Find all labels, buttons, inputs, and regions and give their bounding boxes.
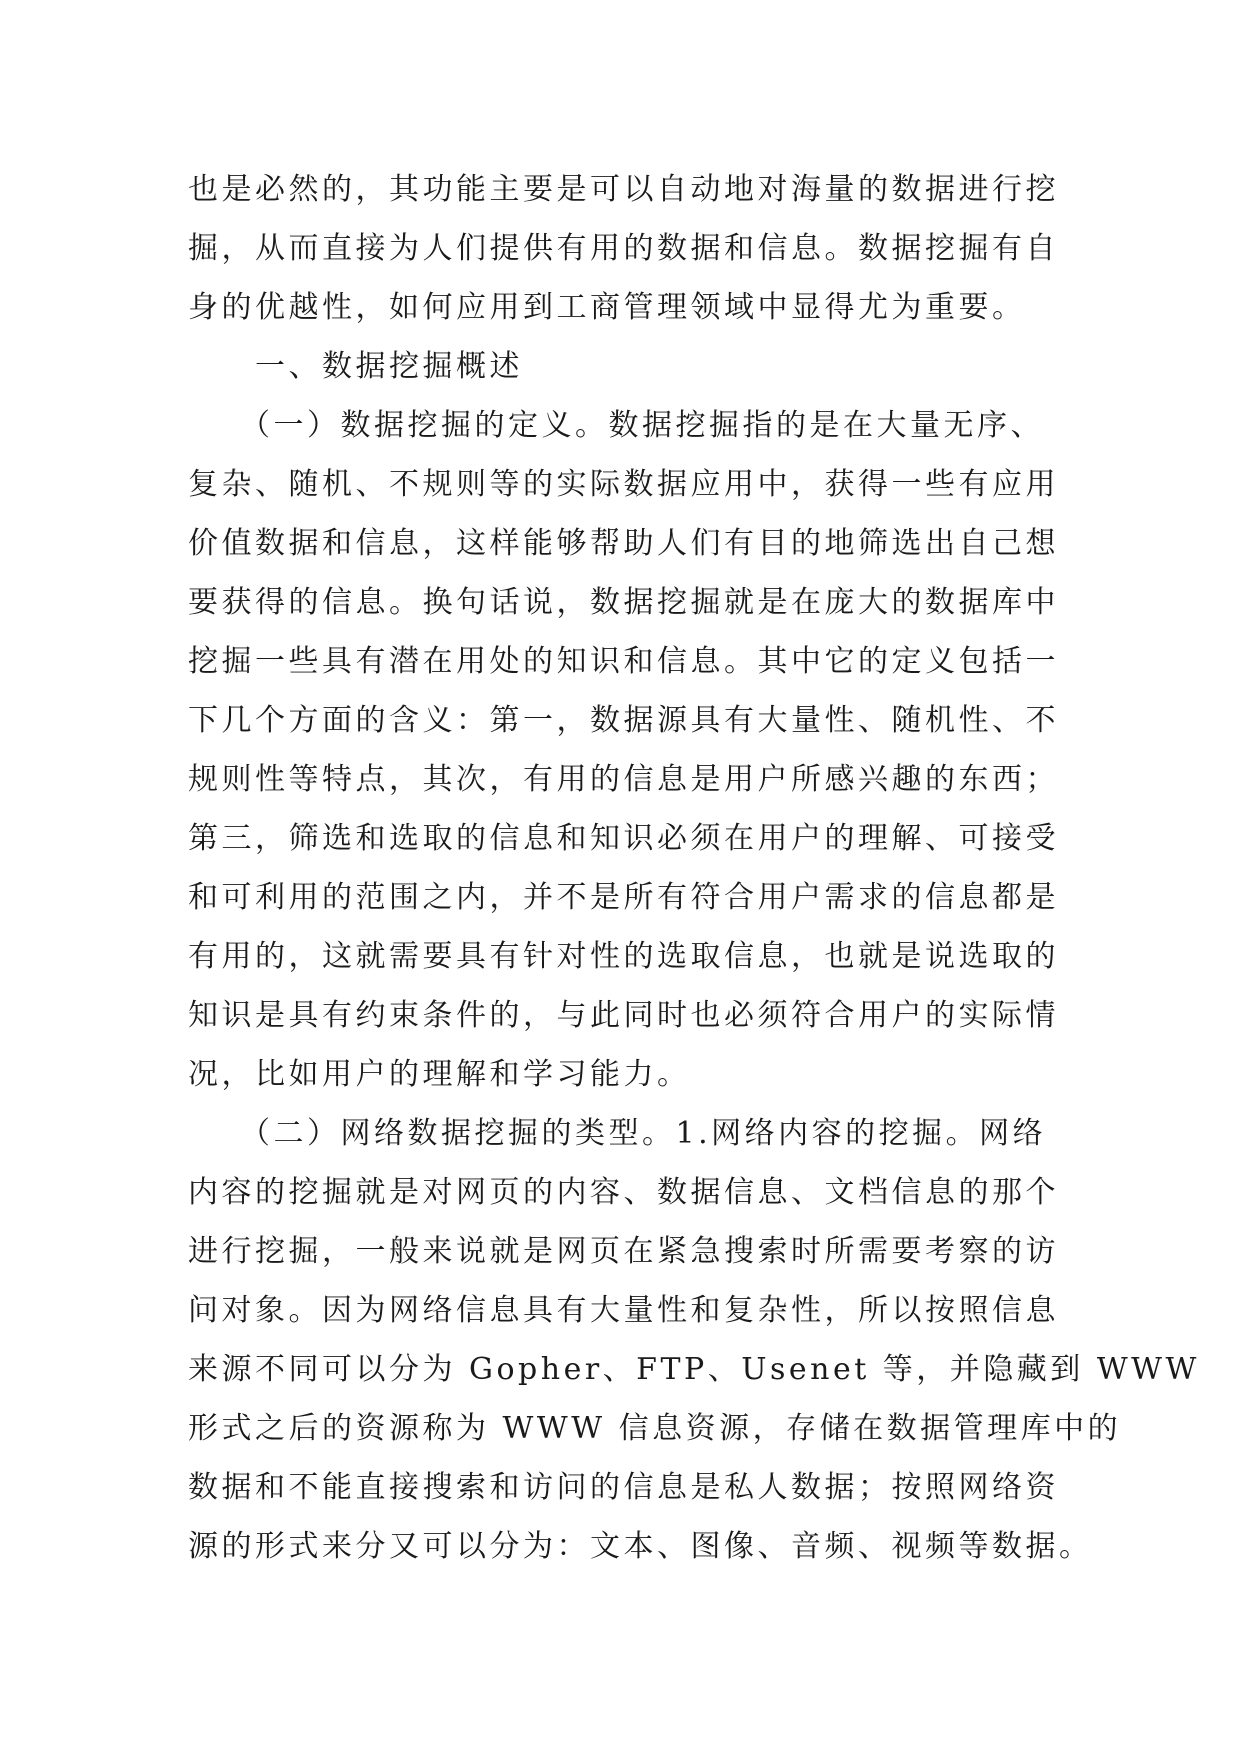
text-line-3: 身的优越性，如何应用到工商管理领域中显得尤为重要。	[188, 290, 1026, 325]
text-line-1: 也是必然的，其功能主要是可以自动地对海量的数据进行挖	[188, 172, 1059, 207]
text-line-22: 形式之后的资源称为 WWW 信息资源，存储在数据管理库中的	[188, 1411, 1122, 1446]
text-line-17: （二）网络数据挖掘的类型。1.网络内容的挖掘。网络	[188, 1116, 1047, 1151]
text-line-11: 规则性等特点，其次，有用的信息是用户所感兴趣的东西；	[188, 762, 1059, 797]
text-line-5: （一）数据挖掘的定义。数据挖掘指的是在大量无序、	[188, 408, 1044, 443]
text-line-7: 价值数据和信息，这样能够帮助人们有目的地筛选出自己想	[188, 526, 1059, 561]
text-line-13: 和可利用的范围之内，并不是所有符合用户需求的信息都是	[188, 880, 1059, 915]
text-line-6: 复杂、随机、不规则等的实际数据应用中，获得一些有应用	[188, 467, 1059, 502]
text-line-2: 掘，从而直接为人们提供有用的数据和信息。数据挖掘有自	[188, 231, 1059, 266]
text-line-9: 挖掘一些具有潜在用处的知识和信息。其中它的定义包括一	[188, 644, 1059, 679]
text-line-12: 第三，筛选和选取的信息和知识必须在用户的理解、可接受	[188, 821, 1059, 856]
text-line-20: 问对象。因为网络信息具有大量性和复杂性，所以按照信息	[188, 1293, 1059, 1328]
text-line-10: 下几个方面的含义：第一，数据源具有大量性、随机性、不	[188, 703, 1059, 738]
text-line-16: 况，比如用户的理解和学习能力。	[188, 1057, 691, 1092]
text-line-24: 源的形式来分又可以分为：文本、图像、音频、视频等数据。	[188, 1529, 1093, 1564]
text-line-15: 知识是具有约束条件的，与此同时也必须符合用户的实际情	[188, 998, 1059, 1033]
text-line-8: 要获得的信息。换句话说，数据挖掘就是在庞大的数据库中	[188, 585, 1059, 620]
text-line-19: 进行挖掘，一般来说就是网页在紧急搜索时所需要考察的访	[188, 1234, 1059, 1269]
section-heading: 一、数据挖掘概述	[188, 349, 523, 384]
text-line-18: 内容的挖掘就是对网页的内容、数据信息、文档信息的那个	[188, 1175, 1059, 1210]
text-line-14: 有用的，这就需要具有针对性的选取信息，也就是说选取的	[188, 939, 1059, 974]
text-line-21: 来源不同可以分为 Gopher、FTP、Usenet 等，并隐藏到 WWW	[188, 1352, 1200, 1387]
text-line-23: 数据和不能直接搜索和访问的信息是私人数据；按照网络资	[188, 1470, 1059, 1505]
